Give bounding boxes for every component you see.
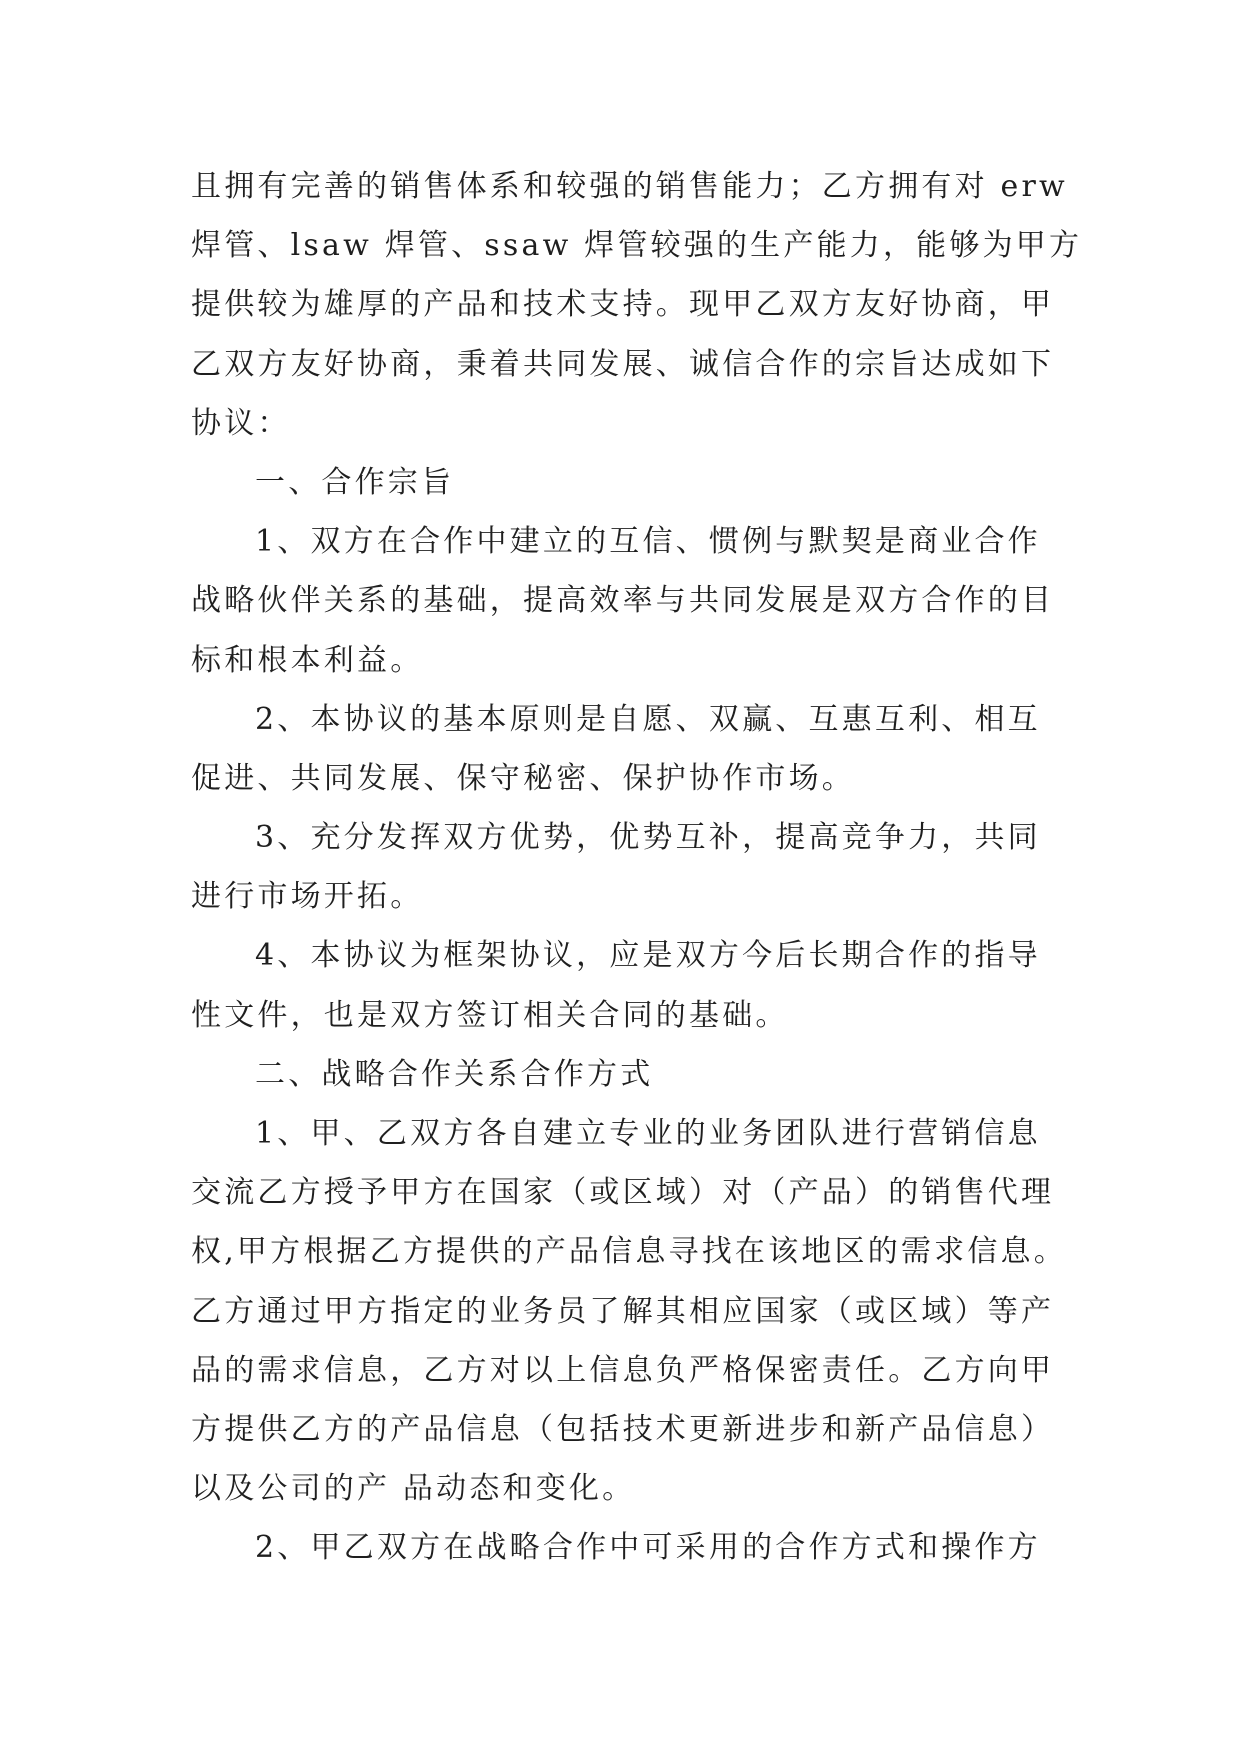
text-line: 4、本协议为框架协议，应是双方今后长期合作的指导: [255, 938, 1041, 974]
section-heading: 一、合作宗旨: [255, 464, 455, 500]
text-line: 交流乙方授予甲方在国家（或区域）对（产品）的销售代理: [191, 1175, 1055, 1211]
text-line: 方提供乙方的产品信息（包括技术更新进步和新产品信息）: [191, 1411, 1055, 1447]
text-line: 乙方通过甲方指定的业务员了解其相应国家（或区域）等产: [191, 1293, 1055, 1329]
text-line: 标和根本利益。: [191, 642, 424, 678]
section-heading: 二、战略合作关系合作方式: [255, 1056, 654, 1092]
text-line: 权,甲方根据乙方提供的产品信息寻找在该地区的需求信息。: [191, 1234, 1067, 1270]
text-line: 1、甲、乙双方各自建立专业的业务团队进行营销信息: [255, 1116, 1041, 1151]
text-line: 促进、共同发展、保守秘密、保护协作市场。: [191, 760, 855, 796]
document-body: [191, 157, 1083, 1578]
text-line: 2、甲乙双方在战略合作中可采用的合作方式和操作方: [255, 1530, 1041, 1566]
text-line: 协议：: [191, 405, 291, 441]
text-line: 3、充分发挥双方优势，优势互补，提高竞争力，共同: [255, 820, 1041, 856]
text-line: 2、本协议的基本原则是自愿、双赢、互惠互利、相互: [255, 701, 1041, 737]
text-line: 提供较为雄厚的产品和技术支持。现甲乙双方友好协商，甲: [191, 287, 1055, 323]
text-line: 战略伙伴关系的基础，提高效率与共同发展是双方合作的目: [191, 583, 1055, 619]
text-line: 性文件，也是双方签订相关合同的基础。: [191, 997, 789, 1033]
text-line: 以及公司的产 品动态和变化。: [191, 1471, 636, 1507]
text-line: 进行市场开拓。: [191, 879, 424, 915]
text-line: 焊管、lsaw 焊管、ssaw 焊管较强的生产能力，能够为甲方: [191, 228, 1083, 264]
text-line: 1、双方在合作中建立的互信、惯例与默契是商业合作: [255, 524, 1041, 560]
text-line: 品的需求信息，乙方对以上信息负严格保密责任。乙方向甲: [191, 1352, 1055, 1388]
text-line: 乙双方友好协商，秉着共同发展、诚信合作的宗旨达成如下: [191, 346, 1055, 382]
text-line: 且拥有完善的销售体系和较强的销售能力；乙方拥有对 erw: [191, 169, 1068, 204]
